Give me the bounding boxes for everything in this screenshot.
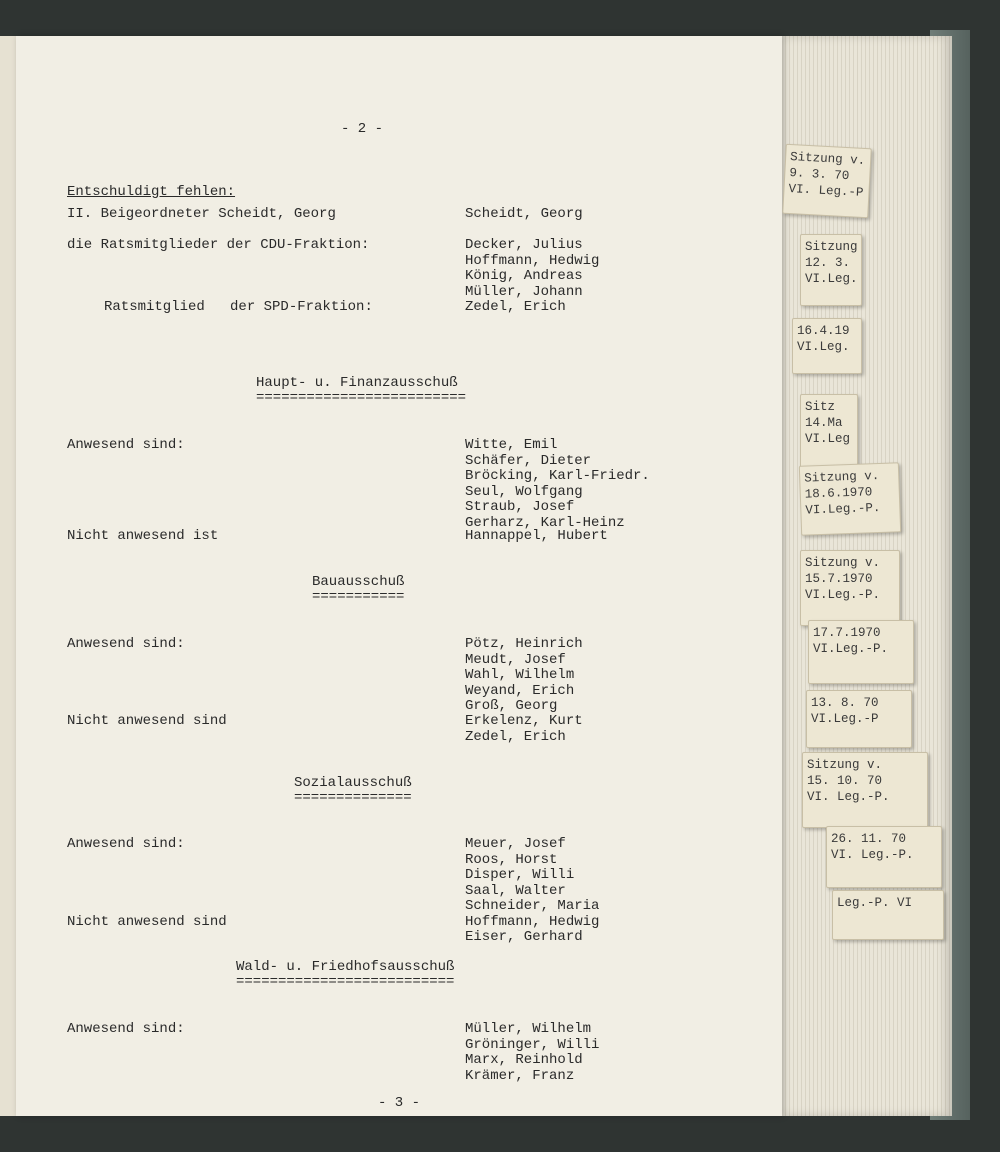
absent-label: Nicht anwesend sind	[67, 713, 227, 729]
index-tab[interactable]: Leg.-P. VI	[832, 890, 944, 940]
committee-underline: ==============	[294, 790, 412, 806]
absent-name: König, Andreas	[465, 268, 583, 284]
member-name: Marx, Reinhold	[465, 1052, 583, 1068]
index-tab[interactable]: 17.7.1970 VI.Leg.-P.	[808, 620, 914, 684]
member-name: Erkelenz, Kurt	[465, 713, 583, 729]
member-name: Groß, Georg	[465, 698, 558, 714]
page-number-top: - 2 -	[341, 121, 384, 137]
member-name: Zedel, Erich	[465, 729, 566, 745]
member-name: Eiser, Gerhard	[465, 929, 583, 945]
absent-name: Müller, Johann	[465, 284, 583, 300]
member-name: Disper, Willi	[465, 867, 575, 883]
absent-name: Scheidt, Georg	[465, 206, 583, 222]
member-name: Meudt, Josef	[465, 652, 566, 668]
index-tab[interactable]: 13. 8. 70 VI.Leg.-P	[806, 690, 912, 748]
member-name: Schneider, Maria	[465, 898, 600, 914]
absent-label: Nicht anwesend sind	[67, 914, 227, 930]
member-name: Hannappel, Hubert	[465, 528, 608, 544]
member-name: Hoffmann, Hedwig	[465, 914, 600, 930]
index-tab[interactable]: 26. 11. 70 VI. Leg.-P.	[826, 826, 942, 888]
index-tab[interactable]: Sitzung 12. 3. VI.Leg.	[800, 234, 862, 306]
absent-label-0: II. Beigeordneter Scheidt, Georg	[67, 206, 336, 222]
member-name: Müller, Wilhelm	[465, 1021, 592, 1037]
member-name: Gröninger, Willi	[465, 1037, 600, 1053]
document-page	[16, 36, 782, 1116]
present-label: Anwesend sind:	[67, 437, 185, 453]
index-tab[interactable]: Sitzung v. 18.6.1970 VI.Leg.-P.	[799, 462, 901, 535]
member-name: Schäfer, Dieter	[465, 453, 592, 469]
member-name: Bröcking, Karl-Friedr.	[465, 468, 650, 484]
member-name: Roos, Horst	[465, 852, 558, 868]
member-name: Witte, Emil	[465, 437, 558, 453]
absent-name: Decker, Julius	[465, 237, 583, 253]
committee-underline: =========================	[256, 390, 467, 406]
absent-label: Nicht anwesend ist	[67, 528, 219, 544]
absent-name: Zedel, Erich	[465, 299, 566, 315]
member-name: Gerharz, Karl-Heinz	[465, 515, 625, 531]
committee-title: Bauausschuß	[312, 574, 405, 590]
committee-underline: ==========================	[236, 974, 455, 990]
member-name: Saal, Walter	[465, 883, 566, 899]
present-label: Anwesend sind:	[67, 636, 185, 652]
index-tab[interactable]: Sitzung v. 15. 10. 70 VI. Leg.-P.	[802, 752, 928, 828]
absent-label-1: die Ratsmitglieder der CDU-Fraktion:	[67, 237, 370, 253]
index-tab[interactable]: 16.4.19 VI.Leg.	[792, 318, 862, 374]
member-name: Weyand, Erich	[465, 683, 575, 699]
absent-label-2: Ratsmitglied der SPD-Fraktion:	[104, 299, 373, 315]
committee-underline: ===========	[312, 589, 405, 605]
index-tab[interactable]: Sitz 14.Ma VI.Leg	[800, 394, 858, 468]
committee-title: Wald- u. Friedhofsausschuß	[236, 959, 455, 975]
absent-name: Hoffmann, Hedwig	[465, 253, 600, 269]
index-tab[interactable]: Sitzung v. 9. 3. 70 VI. Leg.-P	[782, 144, 872, 218]
committee-title: Haupt- u. Finanzausschuß	[256, 375, 458, 391]
present-label: Anwesend sind:	[67, 836, 185, 852]
present-label: Anwesend sind:	[67, 1021, 185, 1037]
member-name: Straub, Josef	[465, 499, 575, 515]
member-name: Wahl, Wilhelm	[465, 667, 575, 683]
member-name: Krämer, Franz	[465, 1068, 575, 1084]
left-page-edge	[0, 36, 17, 1116]
absent-heading: Entschuldigt fehlen:	[67, 184, 236, 200]
member-name: Seul, Wolfgang	[465, 484, 583, 500]
committee-title: Sozialausschuß	[294, 775, 412, 791]
index-tab[interactable]: Sitzung v. 15.7.1970 VI.Leg.-P.	[800, 550, 900, 626]
member-name: Meuer, Josef	[465, 836, 566, 852]
member-name: Pötz, Heinrich	[465, 636, 583, 652]
page-number-bottom: - 3 -	[378, 1095, 421, 1111]
